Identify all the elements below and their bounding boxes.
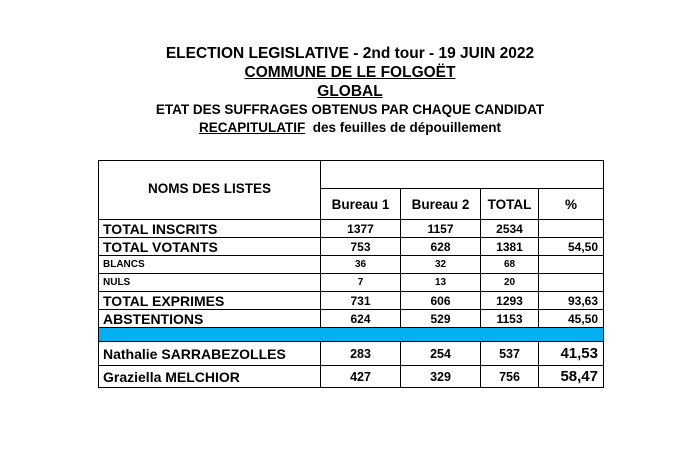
cell-b2: 606 [401, 292, 481, 310]
row-label: TOTAL VOTANTS [99, 238, 321, 256]
row-nuls [99, 274, 604, 292]
subtitle-etat: ETAT DES SUFFRAGES OBTENUS PAR CHAQUE CANDIDAT [155, 102, 545, 117]
cell-b1: 1377 [321, 220, 401, 238]
cell-total: 20 [481, 274, 539, 292]
row-label: TOTAL INSCRITS [99, 220, 321, 238]
row-label: TOTAL EXPRIMES [99, 292, 321, 310]
cell-total: 1293 [481, 292, 539, 310]
cell-b2: 1157 [401, 220, 481, 238]
row-abstentions [99, 310, 604, 328]
cell-b1: 731 [321, 292, 401, 310]
cell-b1: 624 [321, 310, 401, 328]
cell-pct: 58,47 [539, 366, 604, 388]
recap-rest: des feuilles de dépouillement [312, 120, 502, 135]
recap-label: RECAPITULATIF [198, 120, 306, 135]
row-blancs [99, 256, 604, 274]
cell-total: 1381 [481, 238, 539, 256]
cell-b2: 529 [401, 310, 481, 328]
header-row-top [99, 161, 604, 189]
cell-pct: 54,50 [539, 238, 604, 256]
cell-b2: 628 [401, 238, 481, 256]
cell-b2: 32 [401, 256, 481, 274]
cell-b1: 427 [321, 366, 401, 388]
row-label: BLANCS [99, 256, 321, 274]
document-header [0, 44, 700, 137]
candidate-name: Graziella MELCHIOR [99, 366, 321, 388]
col-total: TOTAL [481, 189, 539, 220]
cell-b1: 36 [321, 256, 401, 274]
cell-total: 537 [481, 342, 539, 366]
separator-row [99, 328, 604, 342]
cell-b1: 283 [321, 342, 401, 366]
row-inscrits [99, 220, 604, 238]
cell-pct: 45,50 [539, 310, 604, 328]
candidate-row [99, 342, 604, 366]
col-bureau2: Bureau 2 [401, 189, 481, 220]
cell-b2: 254 [401, 342, 481, 366]
row-label: NULS [99, 274, 321, 292]
separator-band [99, 328, 604, 342]
commune-title: COMMUNE DE LE FOLGOËT [244, 64, 456, 81]
cell-b1: 7 [321, 274, 401, 292]
global-title: GLOBAL [317, 83, 383, 100]
cell-total: 1153 [481, 310, 539, 328]
header-spacer [321, 161, 604, 189]
row-votants [99, 238, 604, 256]
col-percent: % [539, 189, 604, 220]
cell-pct: 93,63 [539, 292, 604, 310]
cell-pct [539, 220, 604, 238]
list-header-cell: NOMS DES LISTES [99, 161, 321, 220]
candidate-name: Nathalie SARRABEZOLLES [99, 342, 321, 366]
results-table [98, 160, 604, 388]
cell-b2: 329 [401, 366, 481, 388]
cell-pct [539, 274, 604, 292]
cell-total: 68 [481, 256, 539, 274]
cell-total: 756 [481, 366, 539, 388]
cell-b1: 753 [321, 238, 401, 256]
cell-total: 2534 [481, 220, 539, 238]
election-title: ELECTION LEGISLATIVE - 2nd tour - 19 JUIN 2022 [165, 45, 535, 62]
candidate-row [99, 366, 604, 388]
row-exprimes [99, 292, 604, 310]
cell-pct [539, 256, 604, 274]
cell-b2: 13 [401, 274, 481, 292]
row-label: ABSTENTIONS [99, 310, 321, 328]
col-bureau1: Bureau 1 [321, 189, 401, 220]
subtitle-recap [0, 119, 700, 137]
cell-pct: 41,53 [539, 342, 604, 366]
